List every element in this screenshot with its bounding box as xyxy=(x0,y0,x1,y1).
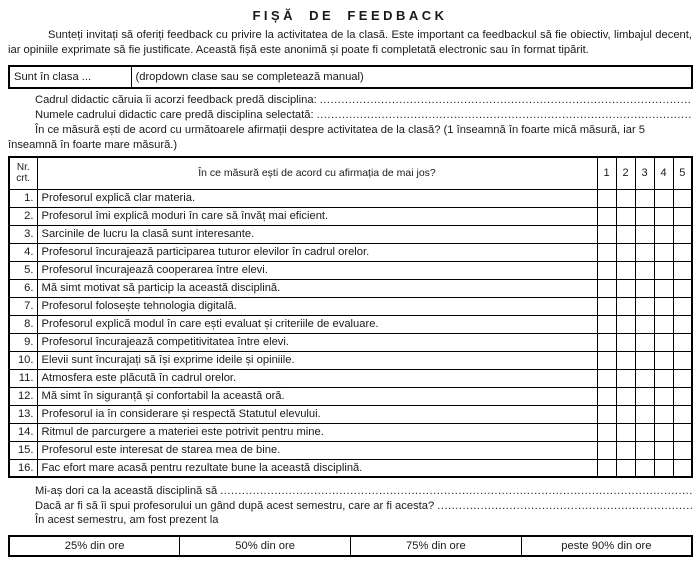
rating-cell-2[interactable] xyxy=(616,297,635,315)
header-rating-5: 5 xyxy=(673,157,692,189)
rating-cell-5[interactable] xyxy=(673,369,692,387)
rating-cell-1[interactable] xyxy=(597,441,616,459)
rating-cell-3[interactable] xyxy=(635,243,654,261)
rating-cell-1[interactable] xyxy=(597,369,616,387)
row-number: 3. xyxy=(9,225,37,243)
rating-cell-2[interactable] xyxy=(616,261,635,279)
class-row xyxy=(9,66,692,88)
table-row xyxy=(9,225,692,243)
statement-text: Profesorul încurajează participarea tuturor elevilor în cadrul orelor. xyxy=(37,243,597,261)
class-selection-table xyxy=(8,65,693,89)
header-nr-crt xyxy=(9,157,37,189)
rating-cell-4[interactable] xyxy=(654,459,673,477)
statement-text: Atmosfera este plăcută în cadrul orelor. xyxy=(37,369,597,387)
post-table-lines xyxy=(8,484,692,528)
table-row xyxy=(9,315,692,333)
row-number: 7. xyxy=(9,297,37,315)
rating-cell-3[interactable] xyxy=(635,369,654,387)
intro-paragraph: Sunteți invitați să oferiți feedback cu privire la activitatea de la clasă. Este important ca feedbackul să fie obiectiv, limbajul decent, iar opiniile exprimate să fie justificate. Această fișă este anonimă și poate fi completată electronic sau în format tipărit. xyxy=(8,29,692,56)
rating-cell-2[interactable] xyxy=(616,405,635,423)
rating-cell-1[interactable] xyxy=(597,297,616,315)
thought-line xyxy=(8,499,692,514)
table-row xyxy=(9,369,692,387)
statement-text: Profesorul îmi explică moduri în care să învăț mai eficient. xyxy=(37,207,597,225)
rating-cell-3[interactable] xyxy=(635,405,654,423)
rating-cell-4[interactable] xyxy=(654,315,673,333)
thought-fill-field[interactable] xyxy=(437,499,692,514)
rating-cell-2[interactable] xyxy=(616,459,635,477)
table-row xyxy=(9,459,692,477)
rating-cell-2[interactable] xyxy=(616,189,635,207)
row-number: 13. xyxy=(9,405,37,423)
rating-cell-5[interactable] xyxy=(673,189,692,207)
header-question: În ce măsură ești de acord cu afirmația de mai jos? xyxy=(37,157,597,189)
table-row xyxy=(9,243,692,261)
statement-text: Profesorul explică modul în care ești evaluat și criteriile de evaluare. xyxy=(37,315,597,333)
table-row xyxy=(9,279,692,297)
row-number: 8. xyxy=(9,315,37,333)
rating-cell-4[interactable] xyxy=(654,441,673,459)
statement-text: Profesorul ia în considerare și respectă Statutul elevului. xyxy=(37,405,597,423)
rating-cell-3[interactable] xyxy=(635,261,654,279)
rating-cell-1[interactable] xyxy=(597,315,616,333)
statement-text: Ritmul de parcurgere a materiei este potrivit pentru mine. xyxy=(37,423,597,441)
header-rating-4: 4 xyxy=(654,157,673,189)
rating-cell-3[interactable] xyxy=(635,189,654,207)
attendance-option-25[interactable]: 25% din ore xyxy=(9,536,180,556)
rating-cell-5[interactable] xyxy=(673,207,692,225)
rating-cell-4[interactable] xyxy=(654,207,673,225)
table-row xyxy=(9,441,692,459)
rating-cell-3[interactable] xyxy=(635,297,654,315)
rating-cell-4[interactable] xyxy=(654,297,673,315)
rating-cell-5[interactable] xyxy=(673,387,692,405)
feedback-statements-table xyxy=(8,156,693,478)
teacher-discipline-label: Cadrul didactic căruia îi acorzi feedback predă disciplina: xyxy=(35,94,317,106)
teacher-name-fill-field[interactable] xyxy=(317,108,692,123)
table-header-row xyxy=(9,157,692,189)
rating-cell-2[interactable] xyxy=(616,441,635,459)
rating-cell-2[interactable] xyxy=(616,225,635,243)
rating-cell-1[interactable] xyxy=(597,333,616,351)
thought-label: Dacă ar fi să îi spui profesorului un gând după acest semestru, care ar fi acesta? xyxy=(35,499,435,512)
class-dropdown-field[interactable]: (dropdown clase sau se completează manual) xyxy=(131,66,692,88)
row-number: 10. xyxy=(9,351,37,369)
rating-cell-3[interactable] xyxy=(635,441,654,459)
attendance-option-75[interactable]: 75% din ore xyxy=(351,536,522,556)
teacher-name-line xyxy=(8,108,692,123)
row-number: 14. xyxy=(9,423,37,441)
row-number: 1. xyxy=(9,189,37,207)
pre-table-lines xyxy=(8,93,692,153)
header-nr: Nr. xyxy=(16,162,30,174)
rating-cell-1[interactable] xyxy=(597,423,616,441)
row-number: 12. xyxy=(9,387,37,405)
rating-cell-4[interactable] xyxy=(654,405,673,423)
rating-cell-3[interactable] xyxy=(635,315,654,333)
table-row xyxy=(9,387,692,405)
rating-cell-4[interactable] xyxy=(654,369,673,387)
statement-text: Mă simt în siguranță și confortabil la această oră. xyxy=(37,387,597,405)
statement-text: Profesorul încurajează competitivitatea între elevi. xyxy=(37,333,597,351)
rating-cell-3[interactable] xyxy=(635,225,654,243)
rating-cell-2[interactable] xyxy=(616,333,635,351)
rating-cell-5[interactable] xyxy=(673,405,692,423)
table-row xyxy=(9,297,692,315)
header-rating-1: 1 xyxy=(597,157,616,189)
table-row xyxy=(9,405,692,423)
wish-line xyxy=(8,484,692,499)
rating-cell-4[interactable] xyxy=(654,333,673,351)
rating-cell-2[interactable] xyxy=(616,207,635,225)
rating-cell-3[interactable] xyxy=(635,333,654,351)
rating-cell-2[interactable] xyxy=(616,279,635,297)
rating-cell-2[interactable] xyxy=(616,351,635,369)
rating-cell-1[interactable] xyxy=(597,405,616,423)
rating-cell-5[interactable] xyxy=(673,333,692,351)
rating-cell-5[interactable] xyxy=(673,315,692,333)
statement-text: Profesorul încurajează cooperarea între elevi. xyxy=(37,261,597,279)
table-row xyxy=(9,207,692,225)
rating-cell-3[interactable] xyxy=(635,279,654,297)
table-row xyxy=(9,189,692,207)
statement-text: Fac efort mare acasă pentru rezultate bune la această disciplină. xyxy=(37,459,597,477)
rating-cell-3[interactable] xyxy=(635,459,654,477)
row-number: 11. xyxy=(9,369,37,387)
rating-cell-5[interactable] xyxy=(673,459,692,477)
rating-cell-1[interactable] xyxy=(597,261,616,279)
rating-cell-5[interactable] xyxy=(673,279,692,297)
row-number: 4. xyxy=(9,243,37,261)
rating-cell-4[interactable] xyxy=(654,189,673,207)
header-rating-2: 2 xyxy=(616,157,635,189)
rating-cell-1[interactable] xyxy=(597,207,616,225)
header-crt: crt. xyxy=(16,173,31,185)
rating-cell-1[interactable] xyxy=(597,225,616,243)
rating-cell-5[interactable] xyxy=(673,441,692,459)
rating-cell-5[interactable] xyxy=(673,297,692,315)
teacher-discipline-fill-field[interactable] xyxy=(320,93,692,108)
attendance-label: În acest semestru, am fost prezent la xyxy=(35,514,219,526)
statement-text: Sarcinile de lucru la clasă sunt interesante. xyxy=(37,225,597,243)
rating-cell-5[interactable] xyxy=(673,225,692,243)
statement-text: Profesorul folosește tehnologia digitală. xyxy=(37,297,597,315)
rating-cell-3[interactable] xyxy=(635,387,654,405)
rating-cell-5[interactable] xyxy=(673,351,692,369)
row-number: 2. xyxy=(9,207,37,225)
rating-cell-4[interactable] xyxy=(654,351,673,369)
statement-text: Mă simt motivat să particip la această disciplină. xyxy=(37,279,597,297)
row-number: 6. xyxy=(9,279,37,297)
table-row xyxy=(9,351,692,369)
class-label: Sunt în clasa ... xyxy=(9,66,131,88)
rating-cell-2[interactable] xyxy=(616,369,635,387)
teacher-discipline-line xyxy=(8,93,692,108)
rating-cell-3[interactable] xyxy=(635,423,654,441)
attendance-option-90[interactable]: peste 90% din ore xyxy=(521,536,692,556)
attendance-line xyxy=(8,513,692,528)
rating-cell-1[interactable] xyxy=(597,387,616,405)
feedback-form-page xyxy=(0,8,700,564)
row-number: 15. xyxy=(9,441,37,459)
rating-cell-2[interactable] xyxy=(616,387,635,405)
rating-cell-4[interactable] xyxy=(654,423,673,441)
scale-note: În ce măsură ești de acord cu următoarele afirmații despre activitatea de la clasă? (1 înseamnă în foarte mică măsură, iar 5 înseamnă în foarte mare măsură.) xyxy=(8,124,646,151)
rating-cell-1[interactable] xyxy=(597,459,616,477)
wish-fill-field[interactable] xyxy=(220,484,692,499)
rating-cell-2[interactable] xyxy=(616,315,635,333)
table-row xyxy=(9,423,692,441)
rating-cell-4[interactable] xyxy=(654,225,673,243)
attendance-option-50[interactable]: 50% din ore xyxy=(180,536,351,556)
attendance-row xyxy=(9,536,692,556)
wish-label: Mi-aș dori ca la această disciplină să xyxy=(35,485,218,497)
statement-text: Profesorul explică clar materia. xyxy=(37,189,597,207)
rating-cell-1[interactable] xyxy=(597,243,616,261)
rating-cell-3[interactable] xyxy=(635,351,654,369)
rating-cell-5[interactable] xyxy=(673,423,692,441)
table-row xyxy=(9,333,692,351)
row-number: 5. xyxy=(9,261,37,279)
statement-text: Profesorul este interesat de starea mea de bine. xyxy=(37,441,597,459)
rating-cell-3[interactable] xyxy=(635,207,654,225)
row-number: 16. xyxy=(9,459,37,477)
attendance-options-table xyxy=(8,535,693,557)
rating-cell-1[interactable] xyxy=(597,279,616,297)
rating-cell-4[interactable] xyxy=(654,261,673,279)
page-title: FIȘĂ DE FEEDBACK xyxy=(252,8,448,23)
statement-text: Elevii sunt încurajați să își exprime ideile și opiniile. xyxy=(37,351,597,369)
header-rating-3: 3 xyxy=(635,157,654,189)
teacher-name-label: Numele cadrului didactic care predă disciplina selectată: xyxy=(35,109,314,121)
row-number: 9. xyxy=(9,333,37,351)
table-row xyxy=(9,261,692,279)
rating-cell-1[interactable] xyxy=(597,351,616,369)
rating-cell-4[interactable] xyxy=(654,243,673,261)
rating-cell-4[interactable] xyxy=(654,387,673,405)
rating-cell-2[interactable] xyxy=(616,423,635,441)
rating-cell-5[interactable] xyxy=(673,261,692,279)
rating-cell-5[interactable] xyxy=(673,243,692,261)
rating-cell-1[interactable] xyxy=(597,189,616,207)
rating-cell-2[interactable] xyxy=(616,243,635,261)
rating-cell-4[interactable] xyxy=(654,279,673,297)
